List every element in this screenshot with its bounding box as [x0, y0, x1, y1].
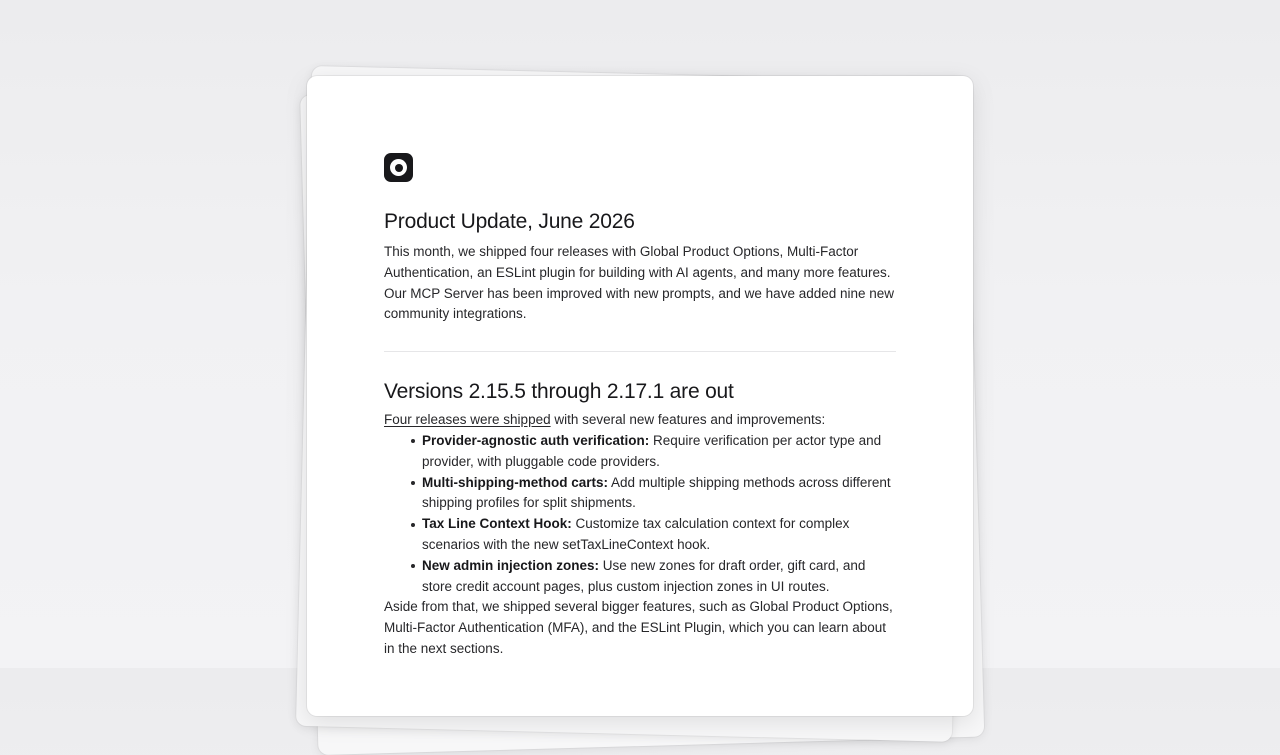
feature-list [384, 431, 896, 597]
releases-outro: Aside from that, we shipped several bigger features, such as Global Product Options, Multi-Factor Authentication (MFA), and the ESLint Plugin, which you can learn about in the next sections. [384, 599, 893, 656]
feature-title: Multi-shipping-method carts: [422, 474, 608, 490]
feature-text: Customize tax calculation context for complex scenarios with the new setTaxLineContext hook. [422, 516, 850, 552]
releases-lead-text: with several new features and improvements: [550, 412, 826, 428]
section-divider [384, 351, 896, 352]
newsletter-card [307, 76, 973, 716]
feature-text: Add multiple shipping methods across different shipping profiles for split shipments. [422, 474, 891, 511]
releases-lead [384, 410, 896, 431]
update-title: Product Update, June 2026 [384, 210, 635, 233]
list-item [422, 556, 896, 598]
list-item [422, 514, 896, 556]
list-item [422, 431, 896, 473]
newsletter-content [384, 153, 896, 660]
feature-text: Require verification per actor type and provider, with pluggable code providers. [422, 432, 882, 469]
feature-title: Tax Line Context Hook: [422, 516, 572, 532]
logo-icon [384, 153, 413, 182]
list-item [422, 473, 896, 515]
releases-link[interactable]: Four releases were shipped [384, 412, 551, 428]
releases-heading: Versions 2.15.5 through 2.17.1 are out [384, 380, 734, 404]
intro-paragraph: This month, we shipped four releases with Global Product Options, Multi-Factor Authentication, an ESLint plugin for building with AI agents, and many more features. Our MCP Server has been improved with new prompts, and we have added nine new community integrations. [384, 244, 895, 322]
feature-title: Provider-agnostic auth verification: [422, 432, 650, 448]
feature-title: New admin injection zones: [422, 557, 600, 573]
feature-text: Use new zones for draft order, gift card, and store credit account pages, plus custom injection zones in UI routes. [422, 557, 866, 594]
